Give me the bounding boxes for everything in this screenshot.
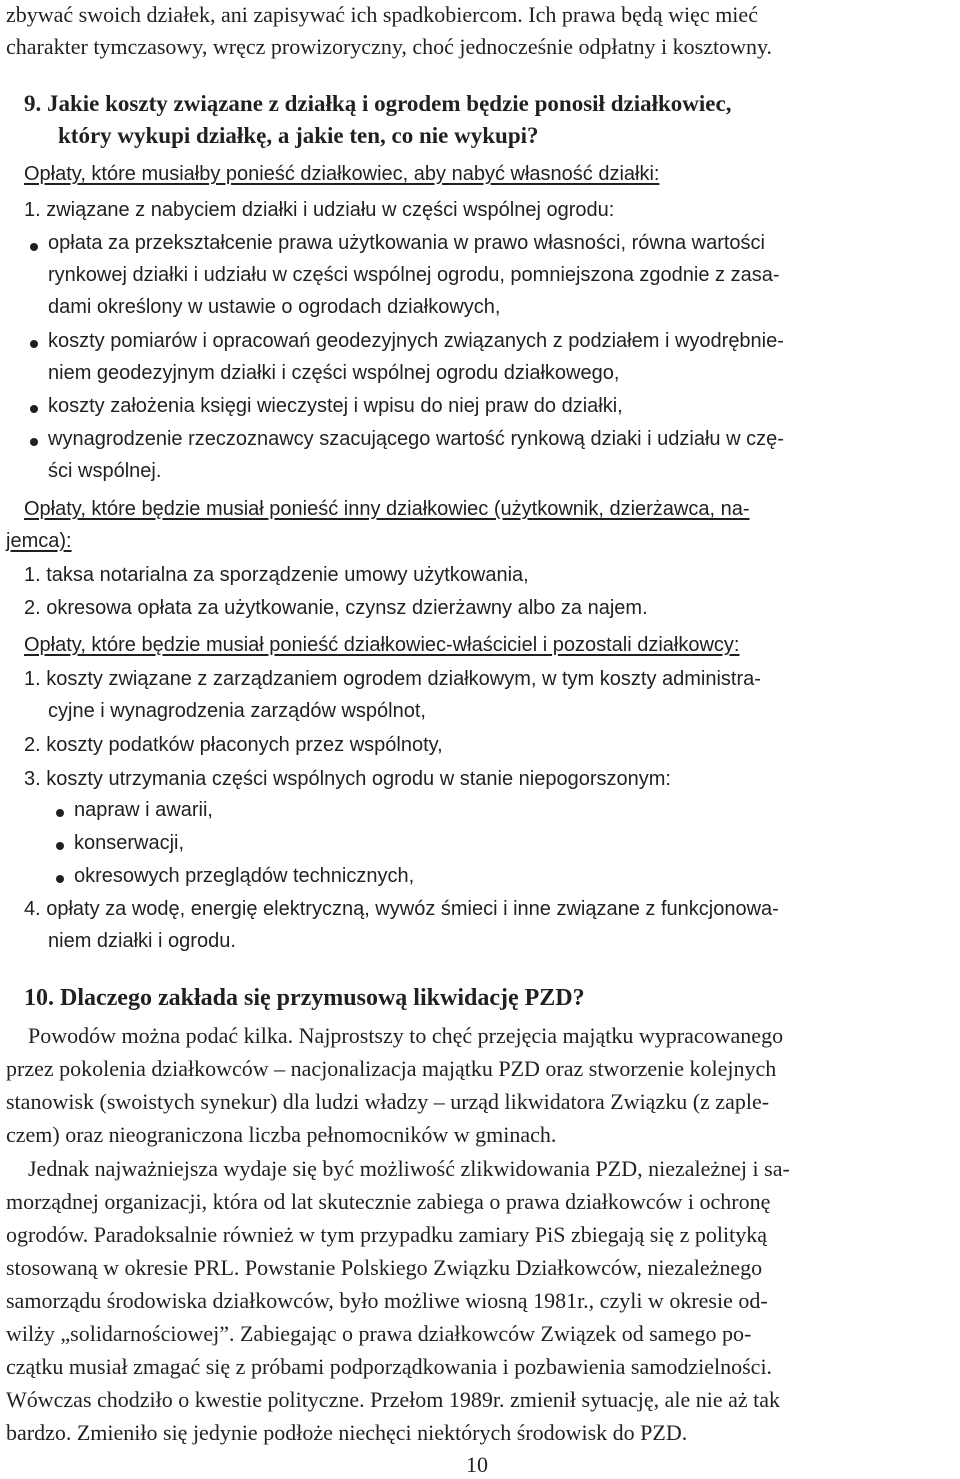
paragraph-line: Wówczas chodziło o kwestie polityczne. Przełom 1989r. zmienił sytuację, ale nie aż tak bbox=[6, 1387, 781, 1412]
bullet-icon bbox=[30, 340, 38, 348]
bullet-item: opłata za przekształcenie prawa użytkowania w prawo własności, równa wartości bbox=[48, 232, 765, 254]
bullet-item: konserwacji, bbox=[74, 832, 185, 854]
paragraph-line: czątku musiał zmagać się z próbami podporządkowania i pozbawienia samodzielności. bbox=[6, 1354, 773, 1379]
paragraph-line: czem) oraz nieograniczona liczba pełnomocników w gminach. bbox=[6, 1122, 557, 1147]
paragraph-line: Powodów można podać kilka. Najprostszy to chęć przejęcia majątku wypracowanego bbox=[28, 1023, 784, 1048]
question-10-heading: 10. Dlaczego zakłada się przymusową likwidację PZD? bbox=[24, 985, 585, 1011]
bullet-item: niem geodezyjnym działki i części wspólnej ogrodu działkowego, bbox=[48, 362, 620, 384]
list-item: 1. taksa notarialna za sporządzenie umowy użytkowania, bbox=[24, 564, 529, 586]
paragraph-line: samorządu środowiska działkowców, było możliwe wiosną 1981r., czyli w okresie od- bbox=[6, 1288, 768, 1313]
bullet-item: koszty założenia księgi wieczystej i wpisu do niej praw do działki, bbox=[48, 395, 623, 417]
bullet-item: wynagrodzenie rzeczoznawcy szacującego wartość rynkową dziaki i udziału w czę- bbox=[48, 428, 784, 450]
bullet-icon bbox=[56, 842, 64, 850]
bullet-item: dami określony w ustawie o ogrodach działkowych, bbox=[48, 296, 501, 318]
list-item: niem działki i ogrodu. bbox=[48, 930, 236, 952]
list-item: 4. opłaty za wodę, energię elektryczną, wywóz śmieci i inne związane z funkcjonowa- bbox=[24, 898, 779, 920]
paragraph-line: ogrodów. Paradoksalnie również w tym przypadku zamiary PiS zbiegają się z polityką bbox=[6, 1222, 768, 1247]
bullet-item: koszty pomiarów i opracowań geodezyjnych związanych z podziałem i wyodrębnie- bbox=[48, 330, 784, 352]
question-9-heading: 9. Jakie koszty związane z działką i ogrodem będzie ponosił działkowiec, bbox=[24, 91, 732, 116]
list-item: 2. okresowa opłata za użytkowanie, czynsz dzierżawny albo za najem. bbox=[24, 597, 648, 619]
bullet-item: ści wspólnej. bbox=[48, 460, 162, 482]
question-9-heading: który wykupi działkę, a jakie ten, co nie wykupi? bbox=[58, 123, 539, 148]
list-item: 1. związane z nabyciem działki i udziału w części wspólnej ogrodu: bbox=[24, 199, 615, 221]
paragraph-line: przez pokolenia działkowców – nacjonalizacja majątku PZD oraz stworzenie kolejnych bbox=[6, 1056, 777, 1081]
bullet-item: napraw i awarii, bbox=[74, 799, 213, 821]
paragraph-line: bardzo. Zmieniło się jedynie podłoże niechęci niektórych środowisk do PZD. bbox=[6, 1420, 688, 1445]
bullet-item: rynkowej działki i udziału w części wspólnej ogrodu, pomniejszona zgodnie z zasa- bbox=[48, 264, 780, 286]
bullet-icon bbox=[30, 438, 38, 446]
paragraph-line: Jednak najważniejsza wydaje się być możliwość zlikwidowania PZD, niezależnej i sa- bbox=[28, 1156, 790, 1181]
subheading-user-fees: jemca): bbox=[6, 530, 72, 552]
subheading-ownership-fees: Opłaty, które musiałby ponieść działkowiec, aby nabyć własność działki: bbox=[24, 163, 660, 185]
paragraph-line: morządnej organizacji, która od lat skutecznie zabiega o prawa działkowców i ochronę bbox=[6, 1189, 771, 1214]
paragraph-line: wilży „solidarnościowej”. Zabiegając o prawa działkowców Związek od samego po- bbox=[6, 1321, 752, 1346]
paragraph-line: stanowisk (swoistych synekur) dla ludzi władzy – urząd likwidatora Związku (z zaple- bbox=[6, 1089, 770, 1114]
subheading-user-fees: Opłaty, które będzie musiał ponieść inny działkowiec (użytkownik, dzierżawca, na- bbox=[24, 498, 750, 520]
bullet-icon bbox=[56, 809, 64, 817]
list-item: cyjne i wynagrodzenia zarządów wspólnot, bbox=[48, 700, 426, 722]
bullet-icon bbox=[30, 243, 38, 251]
intro-line: zbywać swoich działek, ani zapisywać ich spadkobiercom. Ich prawa będą więc mieć bbox=[6, 2, 758, 27]
intro-line: charakter tymczasowy, wręcz prowizoryczny, choć jednocześnie odpłatny i kosztowny. bbox=[6, 34, 773, 59]
paragraph-line: stosowaną w okresie PRL. Powstanie Polskiego Związku Działkowców, niezależnego bbox=[6, 1255, 763, 1280]
list-item: 1. koszty związane z zarządzaniem ogrodem działkowym, w tym koszty administra- bbox=[24, 668, 761, 690]
bullet-icon bbox=[56, 875, 64, 883]
bullet-icon bbox=[30, 405, 38, 413]
list-item: 3. koszty utrzymania części wspólnych ogrodu w stanie niepogorszonym: bbox=[24, 768, 671, 790]
bullet-item: okresowych przeglądów technicznych, bbox=[74, 865, 415, 887]
page-number: 10 bbox=[466, 1452, 488, 1477]
subheading-shared-fees: Opłaty, które będzie musiał ponieść działkowiec-właściciel i pozostali działkowcy: bbox=[24, 634, 740, 656]
list-item: 2. koszty podatków płaconych przez wspólnoty, bbox=[24, 734, 443, 756]
